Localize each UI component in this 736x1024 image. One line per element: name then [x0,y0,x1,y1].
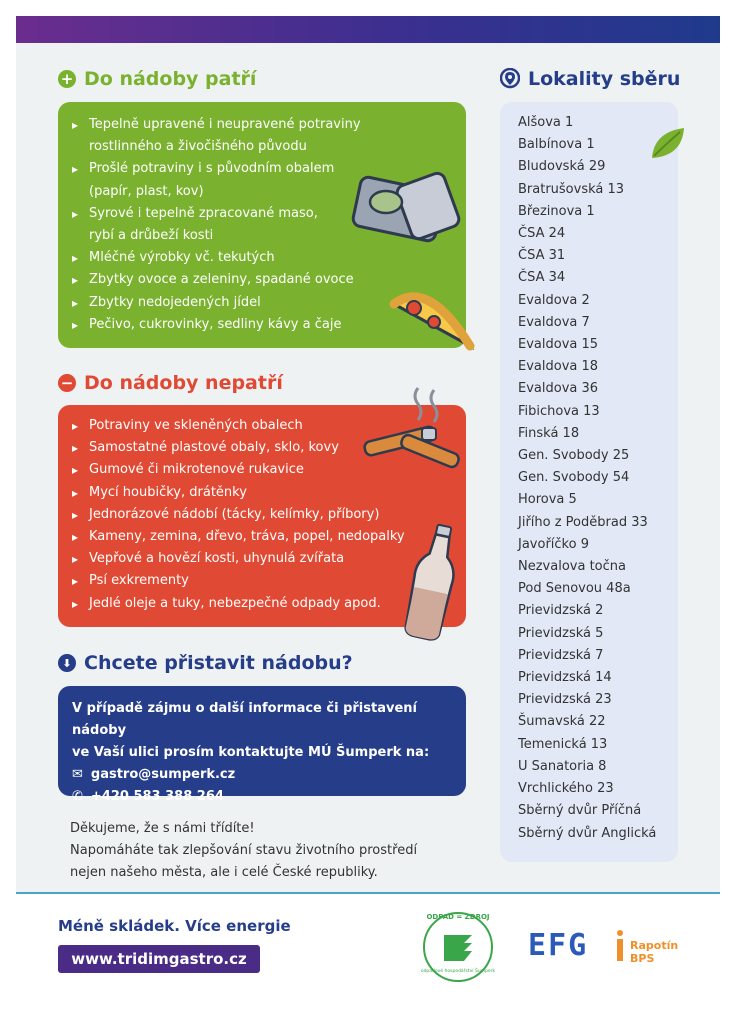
plus-circle-icon: + [58,70,76,88]
location-item: Gen. Svobody 54 [518,470,630,486]
location-item: Březinova 1 [518,203,595,219]
belongs-item: ▸ Mléčné výrobky vč. tekutých [72,247,454,269]
locations-title: Lokality sběru [528,68,681,90]
minus-circle-icon: − [58,374,76,392]
top-banner [16,16,720,43]
website-link[interactable]: www.tridimgastro.cz [58,945,260,973]
location-item: Vrchlického 23 [518,781,614,797]
location-item: Sběrný dvůr Anglická [518,825,657,841]
odpad-zdroj-logo [420,909,496,985]
belongs-item: ▸ Pečivo, cukrovinky, sedliny kávy a čaje [72,314,454,336]
not-belongs-item: ▸ Gumové či mikrotenové rukavice [72,459,454,481]
not-belongs-item: ▸ Jedlé oleje a tuky, nebezpečné odpady apod. [72,593,454,615]
request-title: Chcete přistavit nádobu? [84,652,353,674]
belongs-title: Do nádoby patří [84,68,257,90]
belongs-item: ▸ Prošlé potraviny i s původním obalem [72,158,454,180]
rapotin-logo-line-2: BPS [630,952,655,965]
request-box [58,686,466,804]
location-item: U Sanatoria 8 [518,758,607,774]
not-belongs-item: ▸ Potraviny ve skleněných obalech [72,415,454,437]
location-item: ČSA 24 [518,226,566,242]
location-item: Sběrný dvůr Příčná [518,803,642,819]
location-item: Horova 5 [518,492,577,508]
belongs-item: ▸ Zbytky ovoce a zeleniny, spadané ovoce [72,269,454,291]
belongs-item: (papír, plast, kov) [89,183,204,199]
belongs-heading [58,68,256,90]
location-item: Bratrušovská 13 [518,181,625,197]
rapotin-logo-mark [614,930,626,964]
email-link[interactable]: gastro@sumperk.cz [90,767,236,782]
belongs-item: ▸ Tepelně upravené i neupravené potraviny [72,114,454,136]
bone-illustration [360,384,470,474]
location-item: Prievidzská 23 [518,692,612,708]
locations-heading [500,68,680,90]
location-item: Prievidzská 5 [518,625,604,641]
not-belongs-item: ▸ Mycí houbičky, drátěnky [72,482,454,504]
pizza-slice-illustration [388,284,478,360]
location-item: ČSA 34 [518,270,566,286]
envelope-icon: ✉ [72,767,83,782]
location-item: Jiřího z Poděbrad 33 [518,514,648,530]
location-item: Temenická 13 [518,736,608,752]
phone-row[interactable] [72,786,452,808]
odpad-zdroj-logo-top: ODPAD = ZDROJ [426,913,490,921]
location-pin-icon [500,68,520,90]
efg-logo: EFG [528,928,589,963]
location-item: Alšova 1 [518,115,574,130]
location-item: Evaldova 18 [518,359,599,375]
location-item: Evaldova 2 [518,292,590,308]
slogan: Méně skládek. Více energie [58,917,291,935]
food-package-illustration [348,160,468,250]
request-text-2: ve Vaší ulici prosím kontaktujte MÚ Šumperk na: [72,745,430,760]
rapotin-logo-line-1: Rapotín [630,939,679,952]
location-item: Gen. Svobody 25 [518,448,630,464]
thanks-line-3: nejen našeho města, ale i celé České republiky. [70,865,378,880]
not-belongs-title: Do nádoby nepatří [84,372,283,394]
email-row[interactable] [72,764,452,786]
location-item: Evaldova 15 [518,337,599,353]
phone-icon: ✆ [72,789,83,804]
belongs-item: ▸ Syrové i tepelně zpracované maso, [72,203,454,225]
leaf-icon [648,126,688,162]
poster-sheet [16,16,720,1004]
rapotin-logo-text [630,939,678,965]
belongs-item: ▸ Zbytky nedojedených jídel [72,292,454,314]
location-item: Šumavská 22 [518,714,606,730]
belongs-item: rybí a drůbeží kosti [89,228,214,244]
location-item: ČSA 31 [518,248,566,264]
location-item: Pod Senovou 48a [518,581,631,597]
not-belongs-item: ▸ Kameny, zemina, dřevo, tráva, popel, nedopalky [72,526,454,548]
locations-box [500,102,678,862]
thanks-line-2: Napomáháte tak zlepšování stavu životního prostředí [70,843,418,858]
location-item: Prievidzská 14 [518,670,612,686]
location-item: Balbínova 1 [518,137,595,153]
location-item: Bludovská 29 [518,159,606,175]
location-item: Evaldova 36 [518,381,599,397]
glass-bottle-illustration [404,521,464,641]
thanks-line-1: Děkujeme, že s námi třídíte! [70,821,255,836]
location-item: Nezvalova točna [518,559,626,575]
not-belongs-heading [58,372,283,394]
location-item: Prievidzská 2 [518,603,604,619]
not-belongs-item: ▸ Vepřové a hovězí kosti, uhynulá zvířata [72,548,454,570]
belongs-item: rostlinného a živočišného původu [89,139,307,155]
location-item: Finská 18 [518,425,580,441]
location-item: Prievidzská 7 [518,647,604,663]
phone-link[interactable]: +420 583 388 264 [90,789,224,804]
request-text-1: V případě zájmu o další informace či přistavení nádoby [72,701,417,738]
location-item: Javoříčko 9 [518,536,589,552]
odpad-zdroj-logo-bottom: odpadové hospodářství Šumperk [420,969,496,974]
download-circle-icon: ⬇ [58,654,76,672]
not-belongs-item: ▸ Samostatné plastové obaly, sklo, kovy [72,437,454,459]
not-belongs-item: ▸ Jednorázové nádobí (tácky, kelímky, příbory) [72,504,454,526]
locations-list [518,112,678,845]
not-belongs-item: ▸ Psí exkrementy [72,570,454,592]
location-item: Evaldova 7 [518,314,590,330]
location-item: Fibichova 13 [518,403,600,419]
request-heading [58,652,353,674]
thanks-text [70,818,460,884]
